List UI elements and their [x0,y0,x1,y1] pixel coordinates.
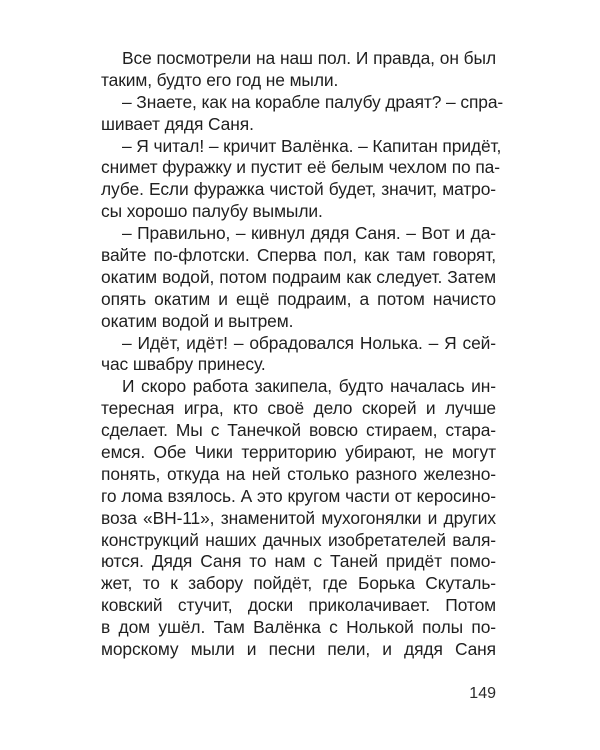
text-line: ются. Дядя Саня то нам с Таней придёт помо- [101,551,496,572]
text-line: окатим водой, потом подраим как следует. Затем [101,266,496,287]
text-line: жет, то к забору пойдёт, где Борька Скуталь- [101,573,496,594]
text-line: Все посмотрели на наш пол. И правда, он был [122,48,496,68]
text-line: сделает. Мы с Танечкой вовсю стираем, стара- [101,420,496,441]
text-line: воза «ВН-11», знаменитой мухогонялки и других [101,507,496,528]
text-line: снимет фуражку и пустит её белым чехлом по па- [101,157,500,178]
page-number: 149 [469,685,496,702]
text-line: го лома взялось. А это кругом части от керосино- [101,485,496,506]
text-line: конструкций наших дачных изобретателей валя- [101,529,496,550]
text-line: вайте по-флотски. Сперва пол, как там говорят, [101,245,496,266]
text-line: – Я читал! – кричит Валёнка. – Капитан придёт, [122,135,502,156]
text-line: шивает дядя Саня. [101,113,254,134]
text-line: в дом ушёл. Там Валёнка с Нолькой полы по- [101,617,496,638]
text-line: емся. Обе Чики территорию убирают, не могут [101,442,496,463]
text-line: И скоро работа закипела, будто началась ин- [122,376,496,397]
text-line: морскому мыли и песни пели, и дядя Саня [101,639,496,660]
text-line: – Знаете, как на корабле палубу драят? – спра- [122,91,504,112]
text-line: таким, будто его год не мыли. [101,69,339,90]
text-line: ковский стучит, доски приколачивает. Потом [101,595,496,616]
text-line: понять, откуда на ней столько разного железно- [101,463,496,484]
text-line: сы хорошо палубу вымыли. [101,201,323,222]
text-line: – Правильно, – кивнул дядя Саня. – Вот и да- [122,223,496,244]
text-line: лубе. Если фуражка чистой будет, значит, матро- [101,179,496,200]
text-line: тересная игра, кто своё дело скорей и лучше [101,398,496,419]
text-line: опять окатим и ещё подраим, а потом начисто [101,288,496,309]
text-line: – Идёт, идёт! – обрадовался Нолька. – Я сей- [122,332,496,353]
text-line: окатим водой и вытрем. [101,310,294,331]
book-page-text [101,48,504,661]
text-line: час швабру принесу. [101,354,266,375]
